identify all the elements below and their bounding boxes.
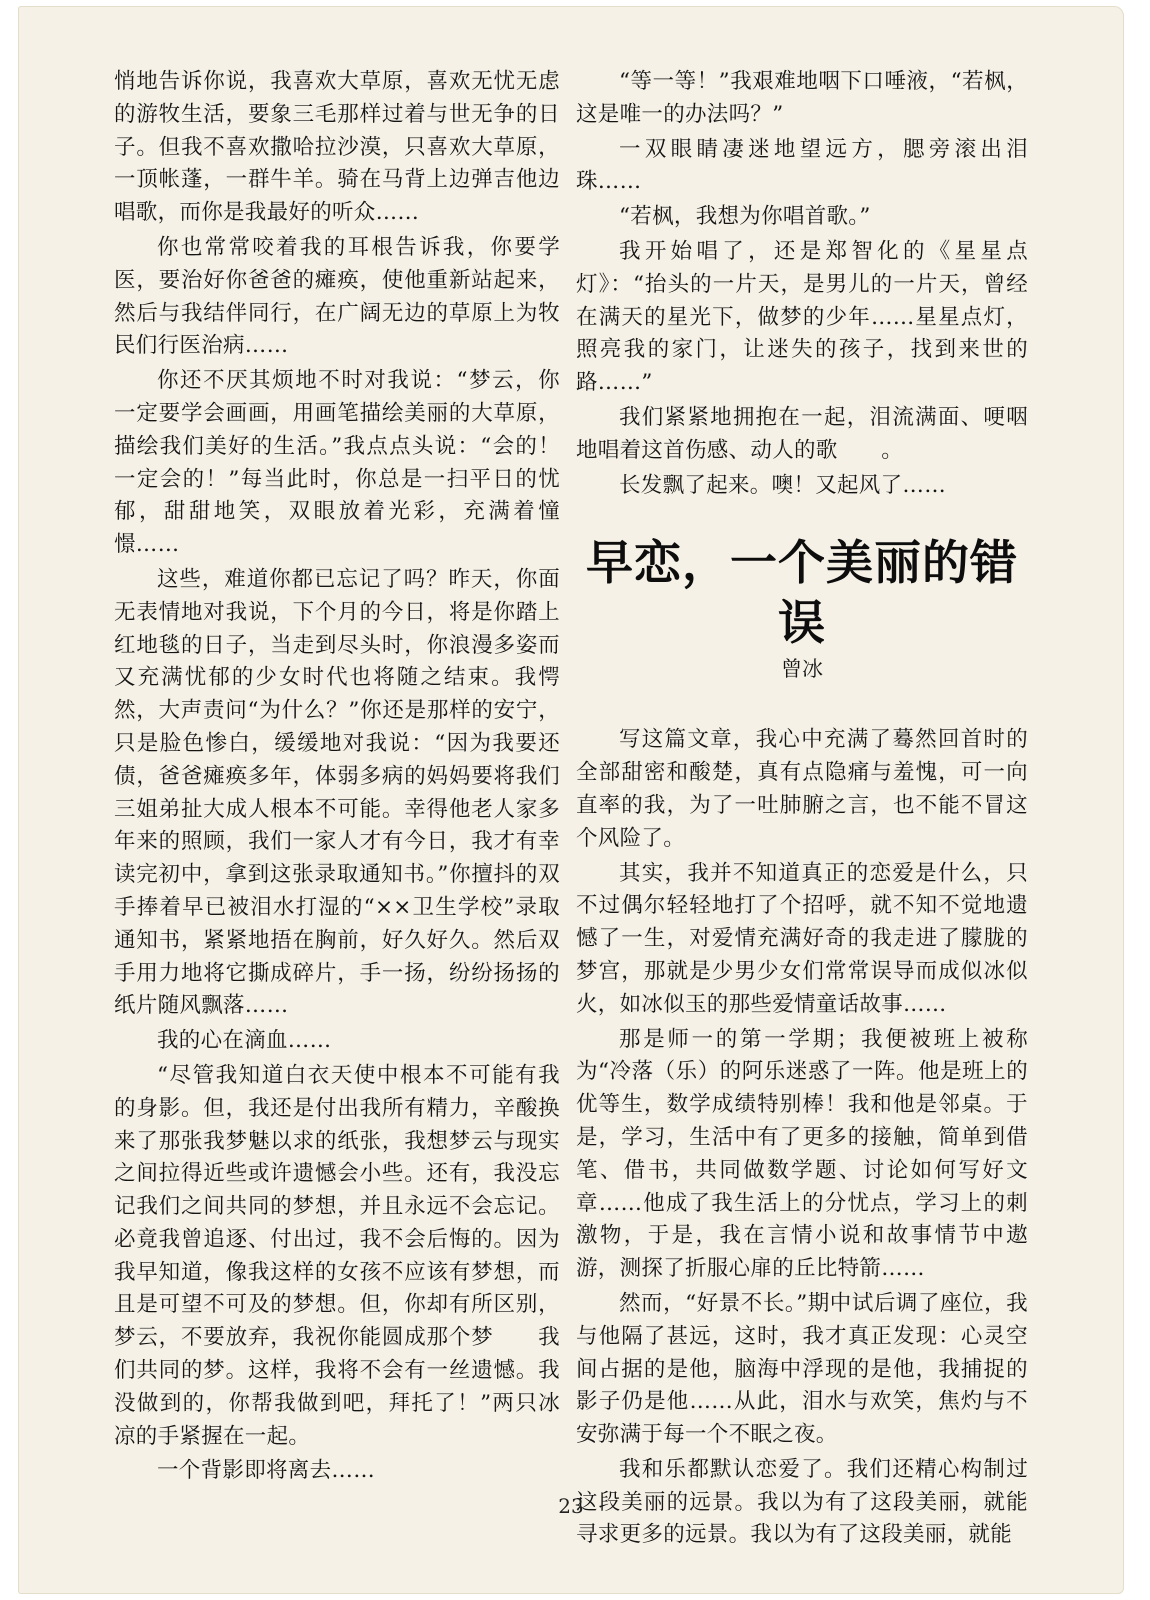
paragraph: 写这篇文章，我心中充满了蓦然回首时的全部甜密和酸楚，真有点隐痛与羞愧，可一向直率的我，为了一吐肺腑之言，也不能不冒这个风险了。 [576,727,1028,851]
article-header [576,534,1028,684]
paragraph: 这些，难道你都已忘记了吗？昨天，你面无表情地对我说，下个月的今日，将是你踏上红地毯的日子，当走到尽头时，你浪漫多姿而又充满忧郁的少女时代也将随之结束。我愕然，大声责问“为什么？”你还是那样的安宁，只是脸色惨白，缓缓地对我说：“因为我要还债，爸爸瘫痪多年，体弱多病的妈妈要将我们三姐弟扯大成人根本不可能。幸得他老人家多年来的照顾，我们一家人才有今日，我才有幸读完初中，拿到这张录取通知书。”你擅抖的双手捧着早已被泪水打湿的“××卫生学校”录取通知书，紧紧地捂在胸前，好久好久。然后双手用力地将它撕成碎片，手一扬，纷纷扬扬的纸片随风飘落…… [114,566,560,1019]
paragraph: 其实，我并不知道真正的恋爱是什么，只不过偶尔轻轻地打了个招呼，就不知不觉地遗憾了一生，对爱情充满好奇的我走进了朦胧的梦宫，那就是少男少女们常常误导而成似冰似火，如冰似玉的那些爱情童话故事…… [576,860,1028,1017]
paragraph: “等一等！”我艰难地咽下口唾液，“若枫，这是唯一的办法吗？” [576,69,1028,127]
paragraph: “若枫，我想为你唱首歌。” [619,204,871,230]
paragraph: “尽管我知道白衣天使中根本不可能有我的身影。但，我还是付出我所有精力，辛酸换来了那张我梦魅以求的纸张，我想梦云与现实之间拉得近些或许遗憾会小些。还有，我没忘记我们之间共同的梦想，并且永远不会忘记。必竟我曾追逐、付出过，我不会后悔的。因为我早知道，像我这样的女孩不应该有梦想，而且是可望不可及的梦想。但，你却有所区别，梦云，不要放弃，我祝你能圆成那个梦 我们共同的梦。这样，我将不会有一丝遗憾。我没做到的，你帮我做到吧，拜托了！”两只冰凉的手紧握在一起。 [114,1062,560,1449]
paragraph: 一双眼睛凄迷地望远方，腮旁滚出泪珠…… [576,136,1028,195]
page-number: 23 [558,1494,584,1518]
magazine-page [18,6,1124,1594]
paragraph: 长发飘了起来。噢！又起风了…… [619,472,947,498]
article-author: 曾冰 [781,657,823,682]
right-column [576,66,1028,1552]
paragraph: 悄地告诉你说，我喜欢大草原，喜欢无忧无虑的游牧生活，要象三毛那样过着与世无争的日子。但我不喜欢撒哈拉沙漠，只喜欢大草原，一顶帐蓬，一群牛羊。骑在马背上边弹吉他边唱歌，而你是我最好的听众…… [114,69,560,226]
article-title: 早恋，一个美丽的错误 [586,536,1018,652]
paragraph: 我的心在滴血…… [157,1028,332,1054]
paragraph: 我和乐都默认恋爱了。我们还精心构制过这段美丽的远景。我以为有了这段美丽，就能寻求更多的远景。我以为有了这段美丽，就能 [576,1456,1028,1548]
paragraph: 你还不厌其烦地不时对我说：“梦云，你一定要学会画画，用画笔描绘美丽的大草原，描绘我们美好的生活。”我点点头说：“会的！一定会的！”每当此时，你总是一扫平日的忧郁，甜甜地笑，双眼放着光彩，充满着憧憬…… [114,368,560,558]
paragraph: 我开始唱了，还是郑智化的《星星点灯》：“抬头的一片天，是男儿的一片天，曾经在满天的星光下，做梦的少年……星星点灯，照亮我的家门，让迷失的孩子，找到来世的路……” [576,238,1028,396]
left-column [114,66,560,1488]
paragraph: 然而，“好景不长。”期中试后调了座位，我与他隔了甚远，这时，我才真正发现：心灵空间占据的是他，脑海中浮现的是他，我捕捉的影子仍是他……从此，泪水与欢笑，焦灼与不安弥满于每一个不眠之夜。 [576,1290,1028,1448]
paragraph: 你也常常咬着我的耳根告诉我，你要学医，要治好你爸爸的瘫痪，使他重新站起来，然后与我结伴同行，在广阔无边的草原上为牧民们行医治病…… [114,234,560,359]
paragraph: 一个背影即将离去…… [157,1458,376,1484]
paragraph: 那是师一的第一学期；我便被班上被称为“冷落（乐）的阿乐迷惑了一阵。他是班上的优等生，数学成绩特别棒！我和他是邻桌。于是，学习，生活中有了更多的接触，简单到借笔、借书，共同做数学题、讨论如何写好文章……他成了我生活上的分忧点，学习上的刺激物，于是，我在言情小说和故事情节中遨游，测探了折服心扉的丘比特箭…… [576,1026,1028,1282]
paragraph: 我们紧紧地拥抱在一起，泪流满面、哽咽地唱着这首伤感、动人的歌 。 [576,404,1028,463]
